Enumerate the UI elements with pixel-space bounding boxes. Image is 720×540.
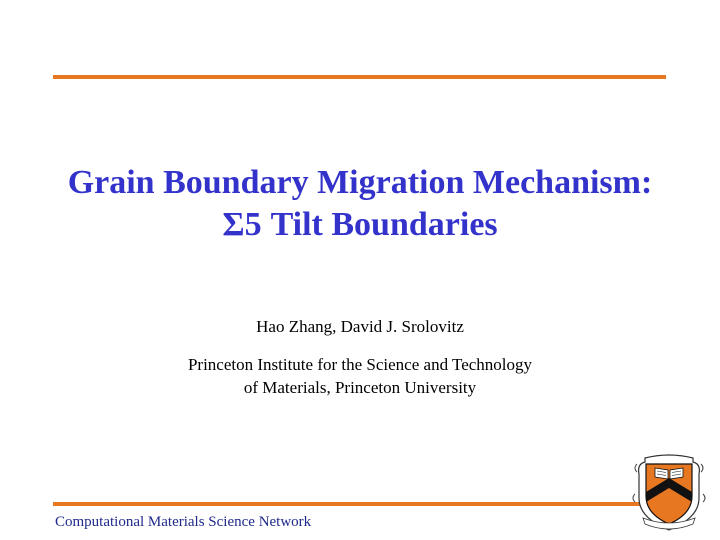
title-line-1: Grain Boundary Migration Mechanism: <box>67 164 653 201</box>
princeton-shield-icon <box>631 452 707 532</box>
sigma5-symbol: Σ5 <box>222 206 262 243</box>
affiliation-line-2: of Materials, Princeton University <box>243 378 477 397</box>
authors: Hao Zhang, David J. Srolovitz <box>256 317 464 336</box>
bottom-rule <box>53 502 666 506</box>
title-line-2 <box>0 204 720 246</box>
slide-title <box>0 162 720 246</box>
footer-text: Computational Materials Science Network <box>55 514 312 530</box>
top-rule <box>53 75 666 79</box>
affiliation <box>0 353 720 399</box>
title-line-2-text: Tilt Boundaries <box>270 206 498 243</box>
affiliation-line-1: Princeton Institute for the Science and Technology <box>187 355 533 374</box>
